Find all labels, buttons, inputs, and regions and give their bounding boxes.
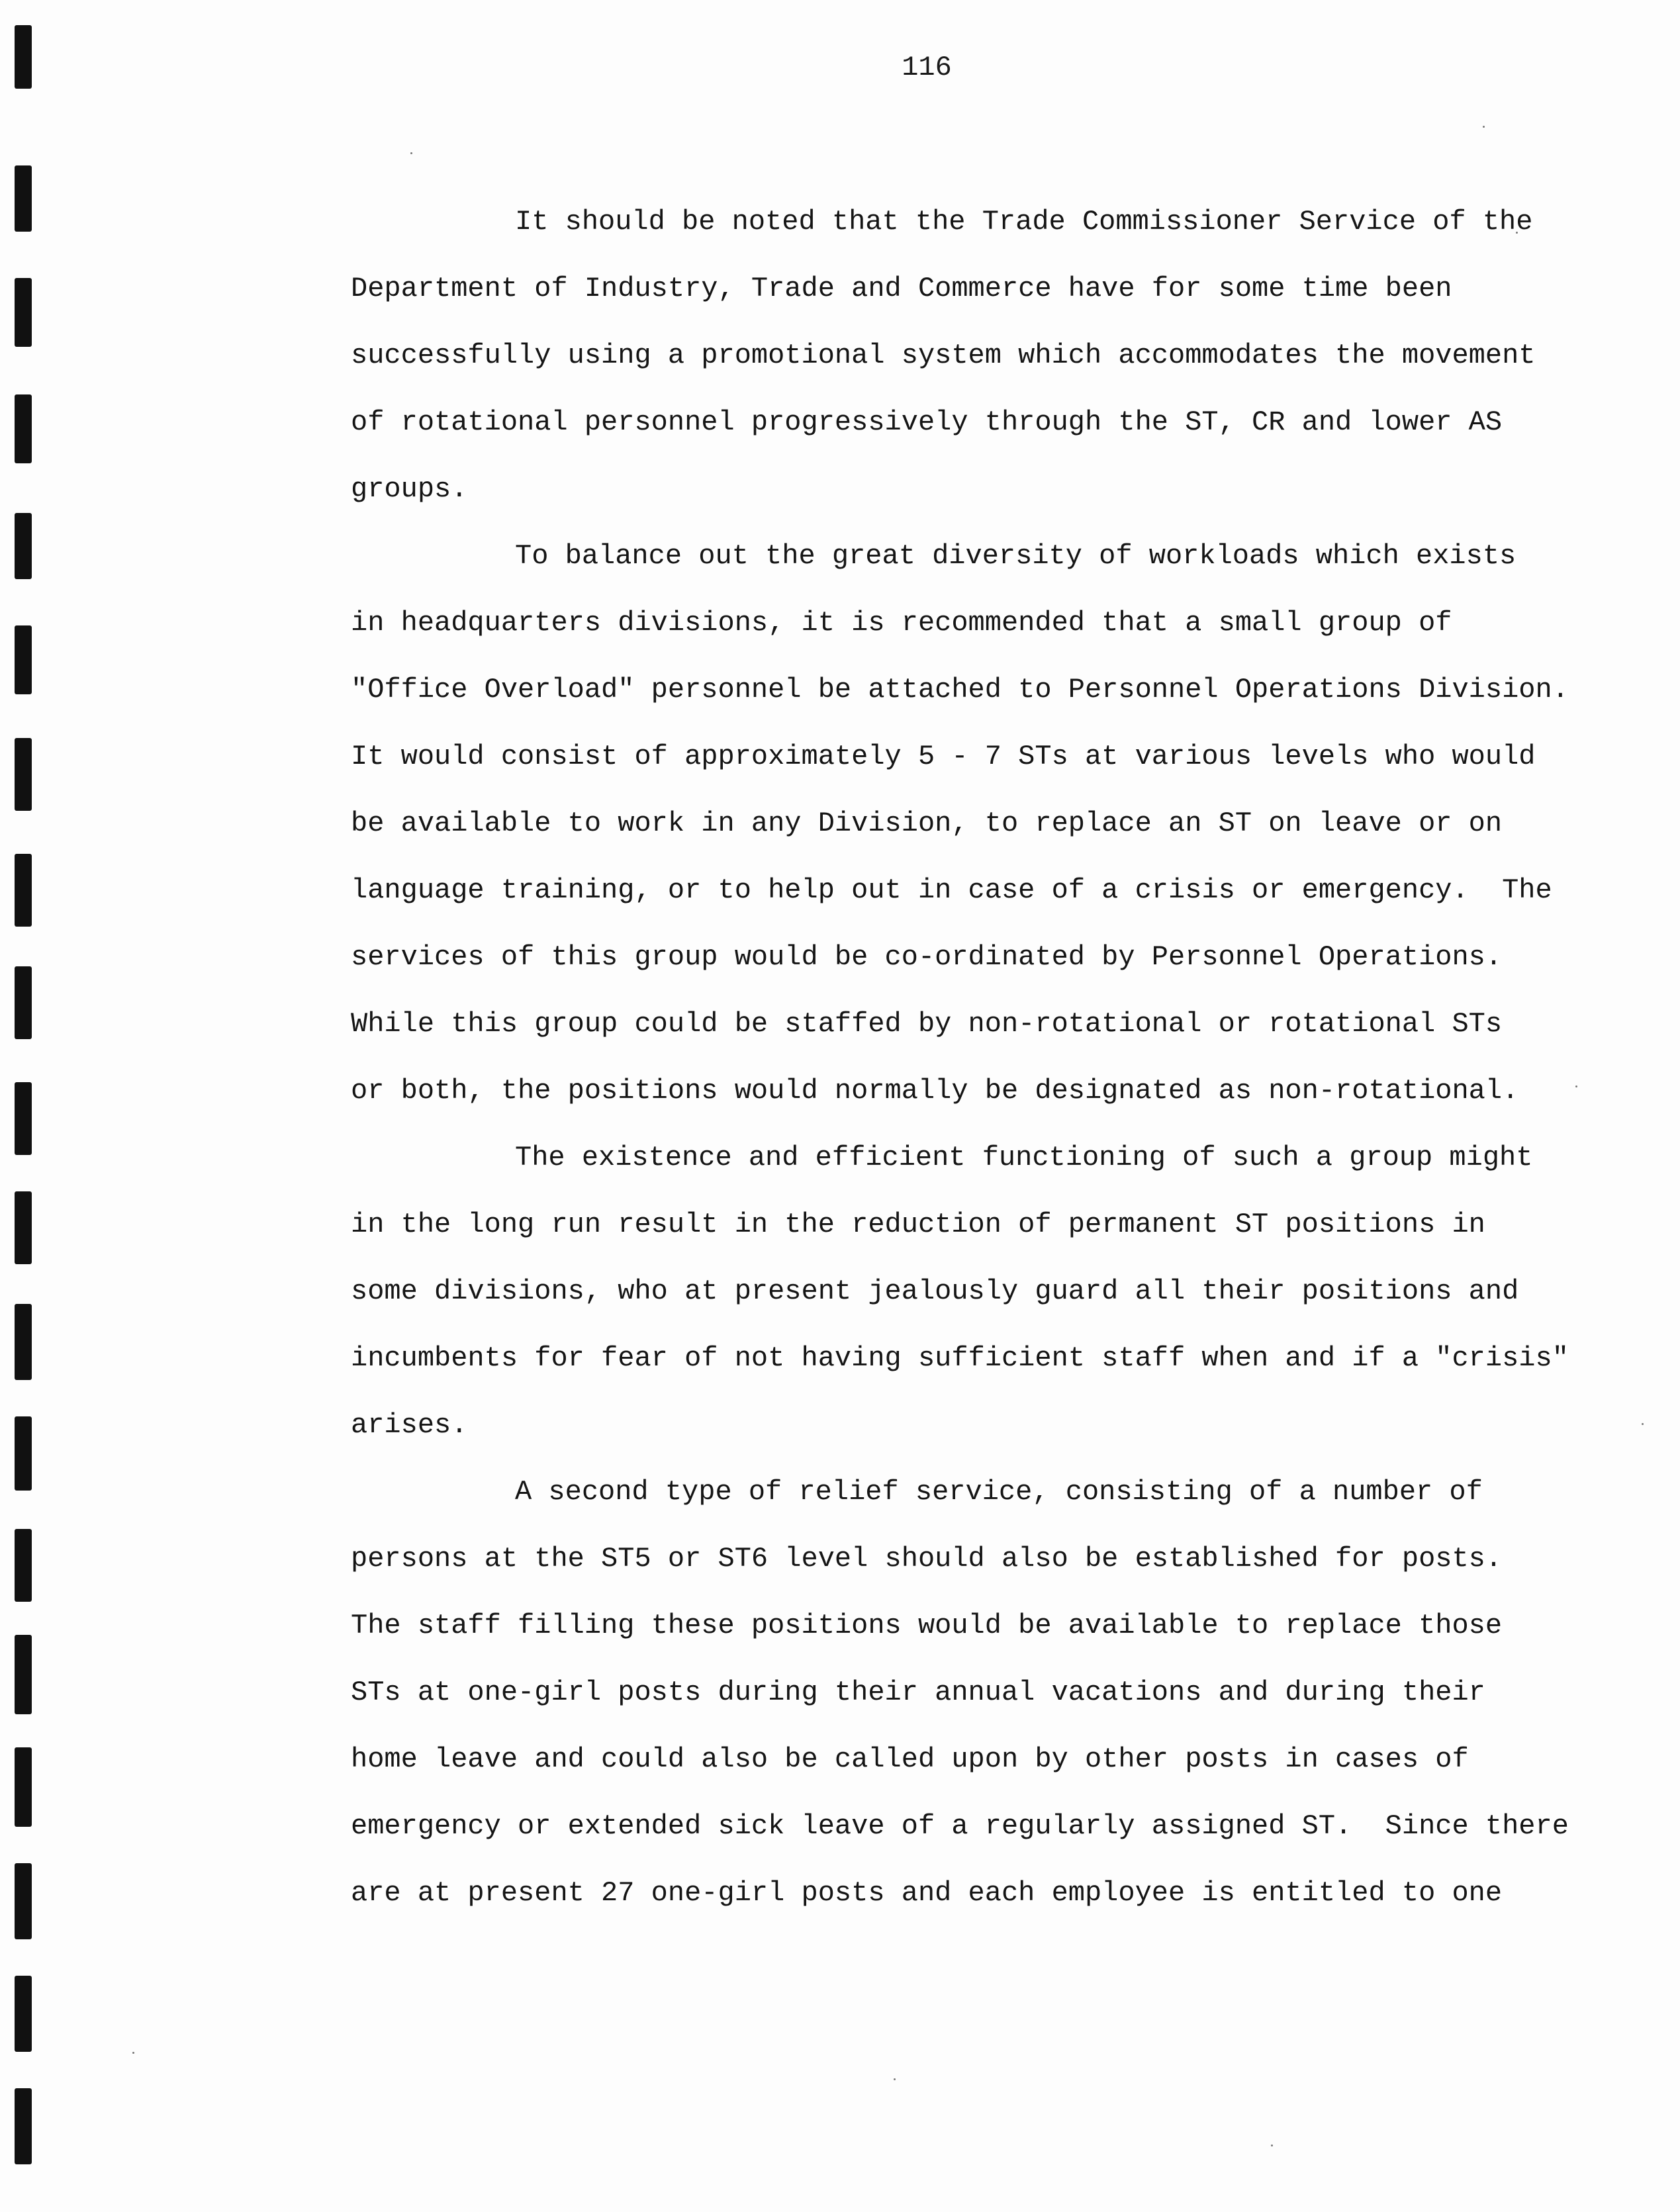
text-line: are at present 27 one-girl posts and each employee is entitled to one: [351, 1877, 1503, 1909]
binding-mark: [15, 1747, 32, 1827]
text-line: persons at the ST5 or ST6 level should also be established for posts.: [351, 1543, 1503, 1575]
text-line: incumbents for fear of not having sufficient staff when and if a "crisis": [351, 1342, 1569, 1374]
text-line: of rotational personnel progressively through the ST, CR and lower AS: [351, 406, 1503, 438]
binding-mark: [15, 854, 32, 927]
text-line: To balance out the great diversity of workloads which exists: [515, 540, 1517, 572]
binding-mark: [15, 1863, 32, 1939]
text-line: arises.: [351, 1409, 468, 1441]
text-line: It should be noted that the Trade Commissioner Service of the: [515, 206, 1533, 238]
scan-speck: [1483, 126, 1485, 128]
text-line: emergency or extended sick leave of a regularly assigned ST. Since there: [351, 1810, 1569, 1842]
text-line: in headquarters divisions, it is recommended that a small group of: [351, 607, 1452, 639]
text-line: While this group could be staffed by non-rotational or rotational STs: [351, 1008, 1503, 1040]
text-line: "Office Overload" personnel be attached to Personnel Operations Division.: [351, 674, 1569, 706]
text-line: Department of Industry, Trade and Commerce have for some time been: [351, 273, 1452, 304]
scan-speck: [1642, 1423, 1644, 1425]
binding-mark: [15, 1635, 32, 1714]
binding-mark: [15, 738, 32, 811]
binding-mark: [15, 513, 32, 579]
text-line: or both, the positions would normally be designated as non-rotational.: [351, 1075, 1519, 1107]
text-line: A second type of relief service, consisting of a number of: [515, 1476, 1483, 1508]
scan-speck: [410, 152, 412, 154]
text-line: in the long run result in the reduction of permanent ST positions in: [351, 1209, 1485, 1240]
text-line: some divisions, who at present jealously guard all their positions and: [351, 1275, 1519, 1307]
binding-mark: [15, 1416, 32, 1491]
binding-mark: [15, 1082, 32, 1155]
text-line: STs at one-girl posts during their annual vacations and during their: [351, 1677, 1485, 1708]
binding-mark: [15, 625, 32, 694]
body-text: [351, 189, 1609, 1927]
text-line: The existence and efficient functioning of such a group might: [515, 1142, 1533, 1174]
binding-mark: [15, 1191, 32, 1264]
text-line: It would consist of approximately 5 - 7 STs at various levels who would: [351, 741, 1536, 772]
binding-mark: [15, 394, 32, 463]
scan-speck: [894, 2078, 896, 2080]
binding-mark: [15, 1529, 32, 1602]
binding-mark: [15, 1976, 32, 2052]
text-line: groups.: [351, 473, 468, 505]
binding-mark: [15, 278, 32, 347]
text-line: language training, or to help out in case of a crisis or emergency. The: [351, 874, 1552, 906]
text-line: services of this group would be co-ordinated by Personnel Operations.: [351, 941, 1503, 973]
binding-mark: [15, 966, 32, 1039]
page-number: 116: [902, 52, 952, 83]
scan-speck: [132, 2052, 134, 2054]
text-line: The staff filling these positions would be available to replace those: [351, 1610, 1503, 1641]
text-line: successfully using a promotional system which accommodates the movement: [351, 340, 1536, 371]
binding-mark: [15, 25, 32, 89]
binding-mark: [15, 165, 32, 232]
scan-speck: [1271, 2144, 1273, 2146]
text-line: be available to work in any Division, to replace an ST on leave or on: [351, 807, 1503, 839]
binding-mark: [15, 2088, 32, 2164]
binding-marks: [15, 0, 54, 2212]
text-line: home leave and could also be called upon by other posts in cases of: [351, 1743, 1469, 1775]
binding-mark: [15, 1304, 32, 1380]
